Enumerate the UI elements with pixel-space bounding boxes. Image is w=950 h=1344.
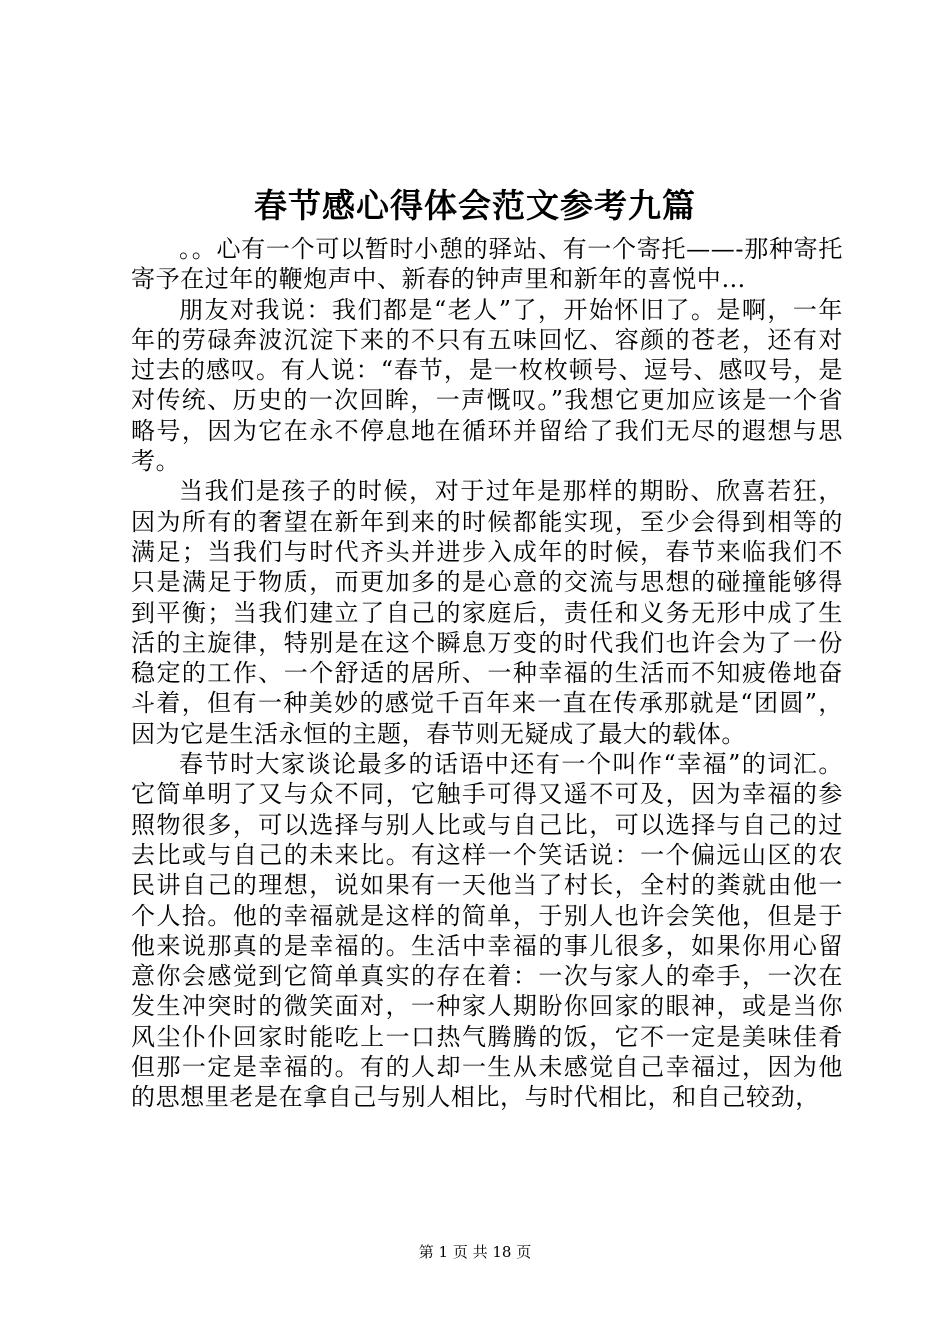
paragraph: 当我们是孩子的时候，对于过年是那样的期盼、欣喜若狂，因为所有的奢望在新年到来的时候都能实现，至少会得到相等的满足；当我们与时代齐头并进步入成年的时候，春节来临我们不只是满足于物质，而更加多的是心意的交流与思想的碰撞能够得到平衡；当我们建立了自己的家庭后，责任和义务无形中成了生活的主旋律，特别是在这个瞬息万变的时代我们也许会为了一份稳定的工作、一个舒适的居所、一种幸福的生活而不知疲倦地奋斗着，但有一种美妙的感觉千百年来一直在传承那就是“团圆”，因为它是生活永恒的主题，春节则无疑成了最大的载体。 [131,477,843,748]
page-number: 第 1 页 共 18 页 [418,1243,532,1261]
document-title: 春节感心得体会范文参考九篇 [254,186,696,225]
document-body [131,234,843,1113]
paragraph: 朋友对我说：我们都是“老人”了，开始怀旧了。是啊，一年年的劳碌奔波沉淀下来的不只有五味回忆、容颜的苍老，还有对过去的感叹。有人说：“春节，是一枚枚顿号、逗号、感叹号，是对传统、历史的一次回眸，一声慨叹。”我想它更加应该是一个省略号，因为它在永不停息地在循环并留给了我们无尽的遐想与思考。 [131,295,843,476]
paragraph: 。。心有一个可以暂时小憩的驿站、有一个寄托——-那种寄托寄予在过年的鞭炮声中、新春的钟声里和新年的喜悦中… [131,235,843,294]
paragraph: 春节时大家谈论最多的话语中还有一个叫作“幸福”的词汇。它简单明了又与众不同，它触手可得又遥不可及，因为幸福的参照物很多，可以选择与别人比或与自己比，可以选择与自己的过去比或与自己的未来比。有这样一个笑话说：一个偏远山区的农民讲自己的理想，说如果有一天他当了村长，全村的粪就由他一个人拾。他的幸福就是这样的简单，于别人也许会笑他，但是于他来说那真的是幸福的。生活中幸福的事儿很多，如果你用心留意你会感觉到它简单真实的存在着：一次与家人的牵手，一次在发生冲突时的微笑面对，一种家人期盼你回家的眼神，或是当你风尘仆仆回家时能吃上一口热气腾腾的饭，它不一定是美味佳肴但那一定是幸福的。有的人却一生从未感觉自己幸福过，因为他的思想里老是在拿自己与别人相比，与时代相比，和自己较劲， [131,750,843,1112]
